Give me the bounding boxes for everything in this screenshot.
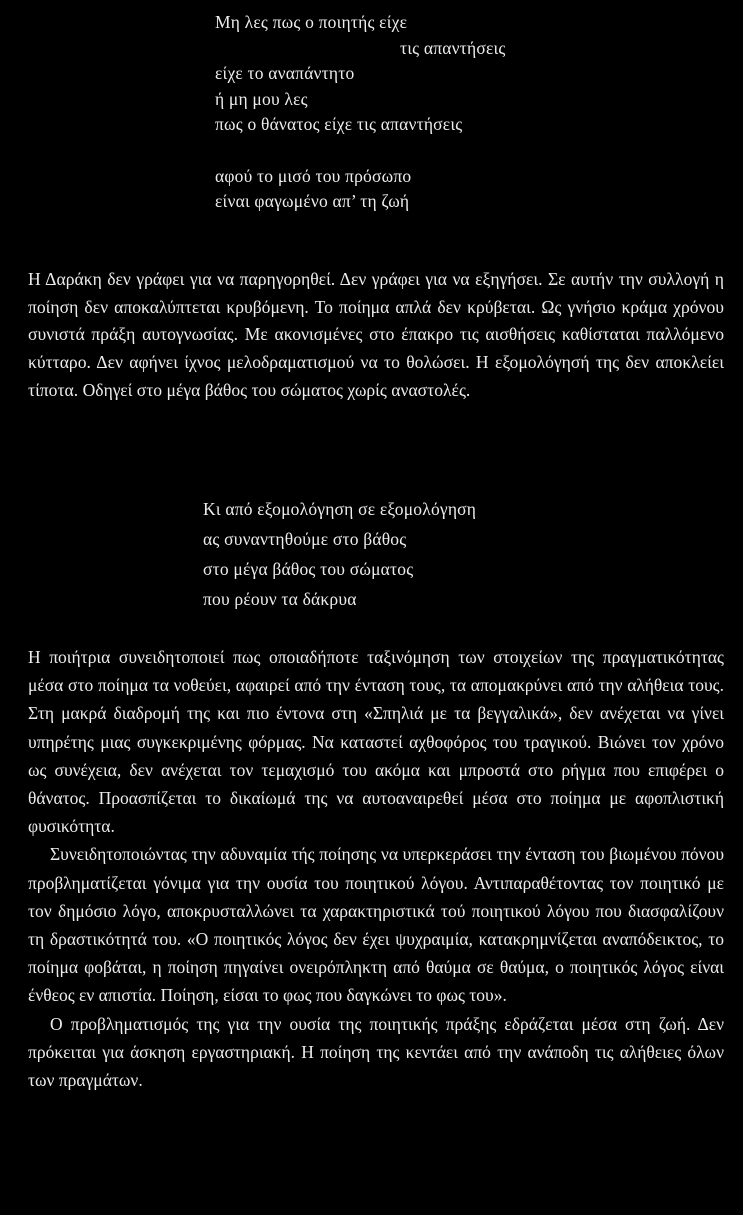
poem-line: στο μέγα βάθος του σώματος	[203, 559, 414, 579]
paragraph: Ο προβληματισμός της για την ουσία της ποιητικής πράξης εδράζεται μέσα στη ζωή. Δεν πρόκειται για άσκηση εργαστηριακή. Η ποίηση της κεντάει από την ανάποδη τις αλήθειες όλων των πραγμάτων.	[28, 1013, 724, 1091]
poem-line: Μη λες πως ο ποιητής είχε	[215, 12, 408, 32]
poem-line: πως ο θάνατος είχε τις απαντήσεις	[215, 114, 463, 134]
poem-line: που ρέουν τα δάκρυα	[203, 589, 357, 609]
poem-line: ή μη μου λες	[215, 88, 308, 109]
poem-excerpt-1	[215, 10, 506, 215]
poem-excerpt-2	[203, 494, 476, 614]
poem-line: τις απαντήσεις	[400, 37, 506, 58]
poem-line: είναι φαγωμένο απ’ τη ζωή	[215, 191, 410, 211]
poem-line: Κι από εξομολόγηση σε εξομολόγηση	[203, 499, 477, 519]
commentary-block-1	[28, 266, 724, 405]
paragraph: Η Δαράκη δεν γράφει για να παρηγορηθεί. Δεν γράφει για να εξηγήσει. Σε αυτήν την συλλογή η ποίηση δεν αποκαλύπτεται κρυβόμενη. Το ποίημα απλά δεν κρύβεται. Ως γνήσιο κράμα χρόνου συνιστά πράξη αυτογνωσίας. Με ακονισμένες στο έπακρο τις αισθήσεις καθίσταται παλλόμενο κύτταρο. Δεν αφήνει ίχνος μελοδραματισμού να το θολώσει. Η εξομολόγησή της δεν αποκλείει τίποτα. Οδηγεί στο μέγα βάθος του σώματος χωρίς αναστολές.	[28, 269, 724, 400]
paragraph: Συνειδητοποιώντας την αδυναμία τής ποίησης να υπερκεράσει την ένταση του βιωμένου πόνου προβληματίζεται γόνιμα για την ουσία του ποιητικού λόγου. Αντιπαραθέτοντας τον ποιητικό με τον δημόσιο λόγο, αποκρυσταλλώνει τα χαρακτηριστικά τού ποιητικού λόγου που διασφαλίζουν τη δραστικότητά του. «Ο ποιητικός λόγος δεν έχει ψυχραιμία, κατακρημνίζεται αναπόδεικτος, το ποίημα φοβάται, η ποίηση πηγαίνει ονειρόπληκτη από θαύμα σε θαύμα, ο ποιητικός λόγος είναι ένθεος εν απιστία. Ποίηση, είσαι το φως που δαγκώνει το φως του».	[28, 844, 724, 1006]
commentary-block-2	[28, 643, 724, 1094]
poem-line: είχε το αναπάντητο	[215, 63, 355, 83]
poem-line: αφού το μισό του πρόσωπο	[215, 165, 412, 186]
poem-line: ας συναντηθούμε στο βάθος	[203, 529, 407, 549]
paragraph: Η ποιήτρια συνειδητοποιεί πως οποιαδήποτε ταξινόμηση των στοιχείων της πραγματικότητας μέσα στο ποίημα τα νοθεύει, αφαιρεί από την ένταση τους, τα απομακρύνει από την αλήθεια τους. Στη μακρά διαδρομή της και πιο έντονα στη «Σπηλιά με τα βεγγαλικά», δεν ανέχεται να γίνει υπηρέτης μιας συγκεκριμένης φόρμας. Να καταστεί αχθοφόρος του τραγικού. Βιώνει τον χρόνο ως συνέχεια, δεν ανέχεται τον τεμαχισμό του ακόμα και μπροστά στο ρήγμα που επιφέρει ο θάνατος. Προασπίζεται το δικαίωμά της να αυτοαναιρεθεί μέσα στο ποίημα με αφοπλιστική φυσικότητα.	[28, 647, 724, 837]
